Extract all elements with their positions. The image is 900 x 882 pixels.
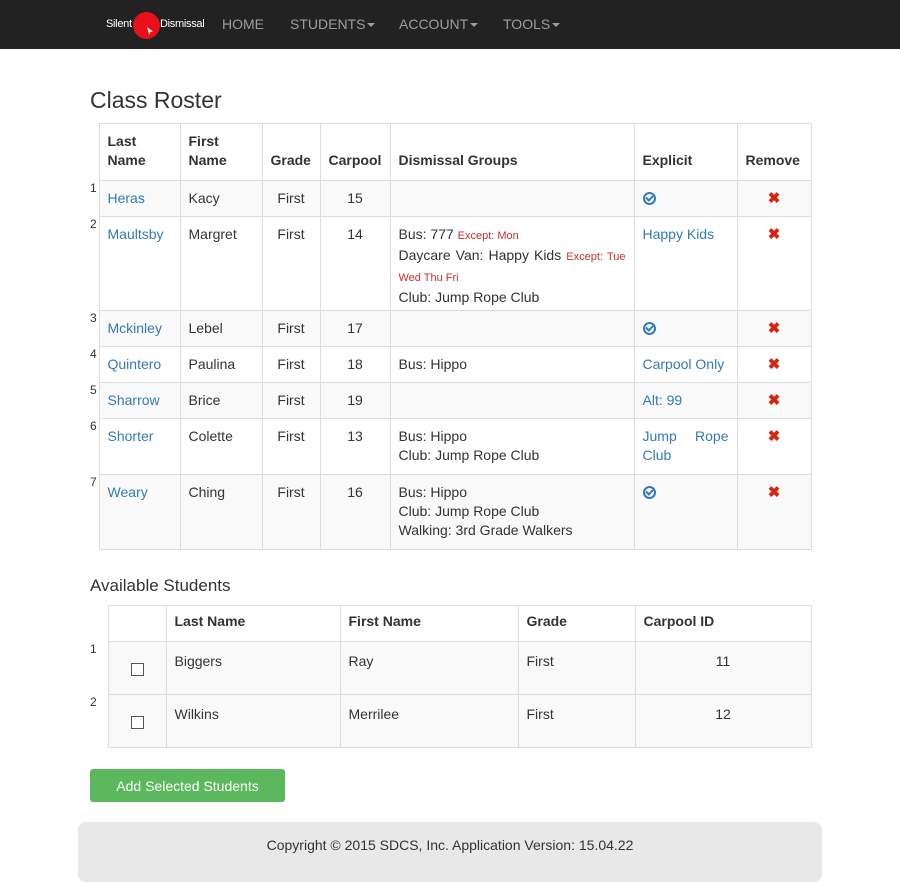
explicit-cell (634, 181, 737, 217)
student-first-name: Merrilee (340, 695, 518, 748)
dismissal-group-text: Bus: 777 (398, 226, 454, 242)
caret-down-icon (552, 23, 560, 27)
col-header-first-name: First Name (340, 606, 518, 642)
select-student-checkbox[interactable] (131, 716, 144, 729)
student-grade: First (262, 383, 320, 419)
student-first-name: Lebel (180, 311, 262, 347)
dismissal-group-entry (399, 225, 626, 246)
navbar (0, 0, 900, 49)
col-header-explicit: Explicit (634, 124, 737, 181)
remove-cell (737, 383, 811, 419)
row-index: 7 (90, 475, 99, 550)
dismissal-group-text: Walking: 3rd Grade Walkers (398, 522, 573, 538)
remove-x-icon[interactable]: ✖ (767, 356, 781, 373)
remove-cell (737, 311, 811, 347)
student-carpool: 18 (320, 347, 390, 383)
student-first-name: Ray (340, 642, 518, 695)
select-student-checkbox[interactable] (131, 663, 144, 676)
table-row (90, 347, 811, 383)
dismissal-groups-cell (390, 311, 634, 347)
table-row (90, 642, 811, 695)
nav-account-dropdown[interactable] (399, 16, 478, 32)
select-cell (108, 642, 166, 695)
remove-x-icon[interactable]: ✖ (767, 428, 781, 445)
row-index: 1 (90, 642, 108, 695)
explicit-link[interactable]: Alt: 99 (642, 392, 683, 408)
dismissal-group-entry (399, 502, 626, 521)
remove-x-icon[interactable]: ✖ (767, 392, 781, 409)
dismissal-group-text: Club: Jump Rope Club (398, 503, 540, 519)
student-grade: First (518, 695, 635, 748)
explicit-cell (634, 217, 737, 311)
row-index: 2 (90, 217, 99, 311)
col-header-grade: Grade (262, 124, 320, 181)
caret-down-icon (470, 23, 478, 27)
check-circle-icon[interactable] (643, 486, 656, 499)
select-cell (108, 695, 166, 748)
student-first-name: Kacy (180, 181, 262, 217)
student-carpool: 17 (320, 311, 390, 347)
student-last-name: Biggers (166, 642, 340, 695)
student-last-name-link[interactable]: Mckinley (107, 320, 162, 336)
row-index: 5 (90, 383, 99, 419)
dismissal-group-text: Bus: Hippo (398, 484, 467, 500)
remove-x-icon[interactable]: ✖ (767, 190, 781, 207)
explicit-link[interactable]: Jump Rope Club (642, 428, 729, 463)
col-header-select (108, 606, 166, 642)
row-index: 6 (90, 419, 99, 475)
explicit-cell (634, 347, 737, 383)
caret-down-icon (367, 23, 375, 27)
class-roster-title: Class Roster (90, 87, 222, 113)
student-carpool: 15 (320, 181, 390, 217)
student-last-name-link[interactable]: Heras (107, 190, 145, 206)
col-header-last-name: Last Name (99, 124, 180, 181)
student-first-name: Brice (180, 383, 262, 419)
explicit-cell (634, 383, 737, 419)
student-first-name: Margret (180, 217, 262, 311)
col-header-last-name: Last Name (166, 606, 340, 642)
brand-word-left: Silent (106, 18, 132, 30)
dismissal-group-exception: Except: Mon (457, 230, 519, 242)
dismissal-groups-cell (390, 475, 634, 550)
student-carpool: 14 (320, 217, 390, 311)
dismissal-groups-cell (390, 217, 634, 311)
remove-cell (737, 217, 811, 311)
remove-x-icon[interactable]: ✖ (767, 226, 781, 243)
student-grade: First (262, 475, 320, 550)
nav-tools-dropdown[interactable] (503, 16, 560, 32)
nav-home[interactable] (222, 16, 264, 32)
dismissal-group-entry (399, 355, 626, 374)
student-grade: First (262, 419, 320, 475)
col-header-first-name: First Name (180, 124, 262, 181)
check-circle-icon[interactable] (643, 192, 656, 205)
add-selected-students-button[interactable]: Add Selected Students (90, 769, 285, 802)
class-roster-table (90, 123, 812, 550)
check-circle-icon[interactable] (643, 322, 656, 335)
dismissal-group-text: Club: Jump Rope Club (398, 289, 540, 305)
student-last-name-link[interactable]: Weary (107, 484, 148, 500)
row-index: 1 (90, 181, 99, 217)
nav-account-label: ACCOUNT (399, 16, 469, 32)
dismissal-group-entry (399, 446, 626, 465)
student-carpool: 13 (320, 419, 390, 475)
student-first-name: Ching (180, 475, 262, 550)
table-row (90, 181, 811, 217)
table-row (90, 383, 811, 419)
dismissal-group-text: Daycare Van: Happy Kids (398, 247, 562, 263)
brand-red-dot (133, 12, 160, 39)
dismissal-group-entry (399, 427, 626, 446)
table-row (90, 475, 811, 550)
explicit-link[interactable]: Happy Kids (642, 226, 715, 242)
row-index: 4 (90, 347, 99, 383)
remove-cell (737, 475, 811, 550)
nav-home-label: HOME (222, 16, 264, 32)
student-grade: First (262, 217, 320, 311)
student-carpool: 19 (320, 383, 390, 419)
nav-students-label: STUDENTS (290, 16, 366, 32)
student-first-name: Colette (180, 419, 262, 475)
dismissal-groups-cell (390, 181, 634, 217)
remove-x-icon[interactable]: ✖ (767, 484, 781, 501)
table-row (90, 695, 811, 748)
dismissal-group-entry (399, 521, 626, 540)
student-last-name: Wilkins (166, 695, 340, 748)
table-row (90, 419, 811, 475)
footer-copyright: Copyright © 2015 SDCS, Inc. Application Version: 15.04.22 (266, 837, 634, 853)
remove-cell (737, 181, 811, 217)
dismissal-groups-cell (390, 347, 634, 383)
col-header-remove: Remove (737, 124, 811, 181)
student-last-name-link[interactable]: Quintero (107, 356, 162, 372)
row-index: 3 (90, 311, 99, 347)
explicit-cell (634, 475, 737, 550)
col-header-grade: Grade (518, 606, 635, 642)
brand-logo[interactable] (104, 10, 208, 40)
brand-word-right: Dismissal (160, 18, 205, 30)
remove-cell (737, 419, 811, 475)
dismissal-group-exception: Except: Tue Wed Thu Fri (398, 251, 626, 284)
row-index: 2 (90, 695, 108, 748)
dismissal-group-entry (399, 483, 626, 502)
available-students-title: Available Students (90, 576, 231, 595)
dismissal-groups-cell (390, 419, 634, 475)
dismissal-group-text: Bus: Hippo (398, 356, 467, 372)
student-last-name-link[interactable]: Maultsby (107, 226, 164, 242)
table-row (90, 217, 811, 311)
student-grade: First (262, 311, 320, 347)
student-first-name: Paulina (180, 347, 262, 383)
footer (78, 822, 822, 882)
student-last-name-link[interactable]: Shorter (107, 428, 154, 444)
remove-x-icon[interactable]: ✖ (767, 320, 781, 337)
student-grade: First (262, 347, 320, 383)
dismissal-group-text: Bus: Hippo (398, 428, 467, 444)
nav-tools-label: TOOLS (503, 16, 551, 32)
col-header-dismissal-groups: Dismissal Groups (390, 124, 634, 181)
explicit-link[interactable]: Carpool Only (642, 356, 725, 372)
dismissal-group-text: Club: Jump Rope Club (398, 447, 540, 463)
student-carpool-id: 12 (635, 695, 811, 748)
table-row (90, 311, 811, 347)
student-last-name-link[interactable]: Sharrow (107, 392, 160, 408)
student-carpool-id: 11 (635, 642, 811, 695)
remove-cell (737, 347, 811, 383)
student-grade: First (518, 642, 635, 695)
explicit-cell (634, 419, 737, 475)
dismissal-group-entry (399, 288, 626, 307)
student-grade: First (262, 181, 320, 217)
available-students-table (90, 605, 812, 748)
dismissal-group-entry (399, 246, 626, 288)
dismissal-groups-cell (390, 383, 634, 419)
col-header-carpool: Carpool (320, 124, 390, 181)
student-carpool: 16 (320, 475, 390, 550)
col-header-carpool-id: Carpool ID (635, 606, 811, 642)
explicit-cell (634, 311, 737, 347)
nav-students-dropdown[interactable] (290, 16, 375, 32)
